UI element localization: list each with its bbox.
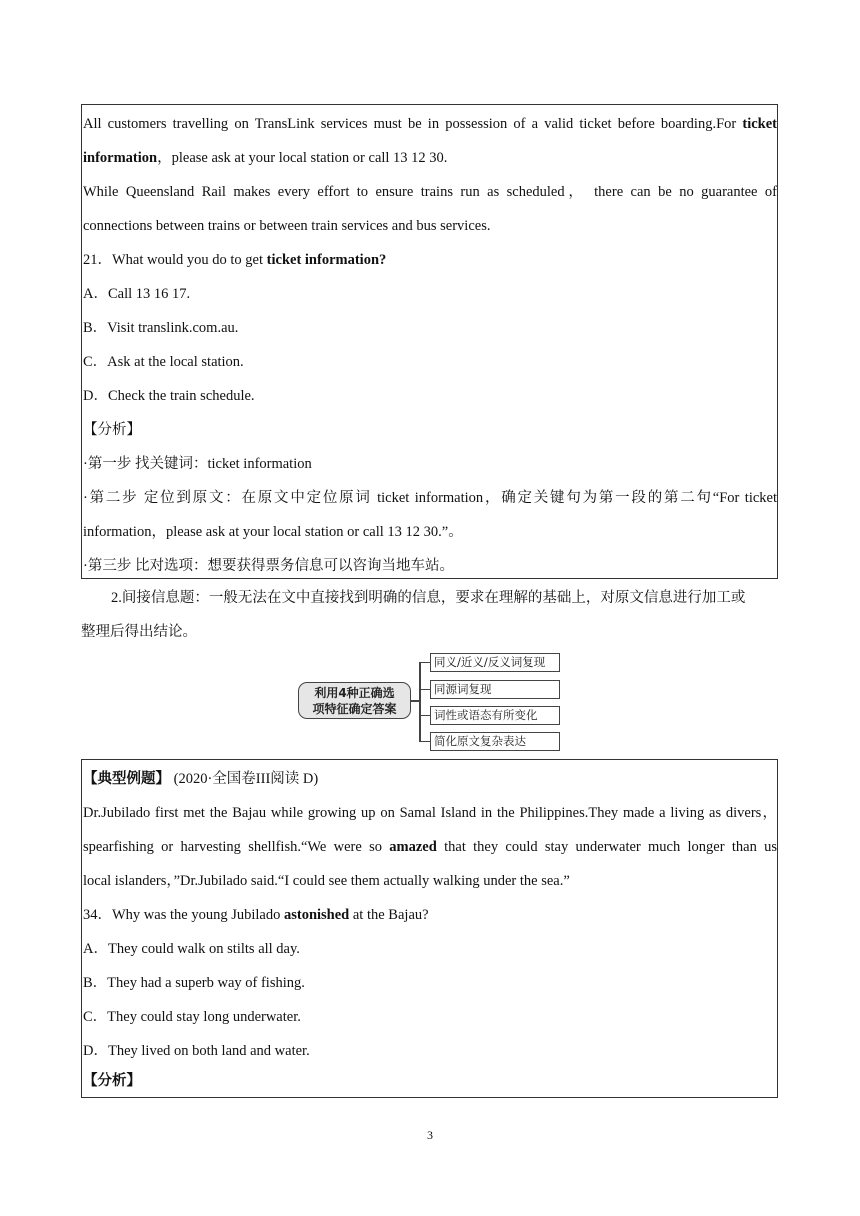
passage-line xyxy=(82,141,777,175)
analysis-label xyxy=(82,1064,777,1098)
diagram-connector xyxy=(419,741,430,742)
passage-line xyxy=(82,107,777,141)
passage-line xyxy=(82,830,777,864)
example-box-1 xyxy=(81,104,778,579)
option-b: B．Visit translink.com.au. xyxy=(83,320,239,336)
option-d: D．They lived on both land and water. xyxy=(83,1043,310,1059)
diagram-connector xyxy=(419,689,430,690)
example-header xyxy=(82,762,777,796)
analysis-step-2-cont: information，please ask at your local station or call 13 12 30.”。 xyxy=(83,524,463,540)
diagram-item: 同义/近义/反义词复现 xyxy=(430,653,560,672)
question-text xyxy=(82,243,777,277)
question-suffix: at the Bajau? xyxy=(349,907,429,923)
example-source: (2020·全国卷III阅读 D) xyxy=(170,771,319,787)
keyword-text: ticket xyxy=(742,116,777,132)
diagram-connector xyxy=(419,662,430,663)
diagram-center-line: 利用4种正确选 xyxy=(314,686,395,700)
paragraph-line: 整理后得出结论。 xyxy=(81,624,197,640)
analysis-step-2: ·第二步 定位到原文：在原文中定位原词 ticket information，确定关键句为第一段的第二句“For ticket xyxy=(83,490,777,506)
passage-text: ，please ask at your local station or call 13 12 30. xyxy=(157,150,448,166)
passage-line: connections between trains or between train services and bus services. xyxy=(83,218,491,234)
passage-text: All customers travelling on TransLink services must be in possession of a valid ticket before boarding.For xyxy=(83,116,743,132)
analysis-label: 【分析】 xyxy=(83,422,141,438)
passage-text: that they could stay underwater much longer than us xyxy=(436,839,777,855)
option-c: C．They could stay long underwater. xyxy=(83,1009,301,1025)
diagram-item: 词性或语态有所变化 xyxy=(430,706,560,725)
paragraph-line: 2.间接信息题：一般无法在文中直接找到明确的信息，要求在理解的基础上，对原文信息进行加工或 xyxy=(111,590,746,606)
passage-text: spearfishing or harvesting shellfish.“We were so xyxy=(83,839,390,855)
diagram-item: 简化原文复杂表达 xyxy=(430,732,560,751)
diagram-connector xyxy=(419,715,430,716)
option-a: A．Call 13 16 17. xyxy=(83,286,191,302)
diagram-item: 同源词复现 xyxy=(430,680,560,699)
example-header-label: 【典型例题】 xyxy=(83,771,170,787)
analysis-step-1: ·第一步 找关键词：ticket information xyxy=(83,456,312,472)
passage-line: While Queensland Rail makes every effort to ensure trains run as scheduled， there can be no guarantee of xyxy=(83,184,777,200)
example-box-2 xyxy=(81,759,778,1098)
option-b: B．They had a superb way of fishing. xyxy=(83,975,305,991)
passage-line: local islanders，”Dr.Jubilado said.“I could see them actually walking under the sea.” xyxy=(83,873,570,889)
keyword-text: information xyxy=(83,150,158,166)
question-text xyxy=(82,898,777,932)
diagram-connector xyxy=(419,662,421,742)
keyword-text: amazed xyxy=(389,839,437,855)
diagram-center-node xyxy=(298,682,411,719)
option-c: C．Ask at the local station. xyxy=(83,354,244,370)
option-d: D．Check the train schedule. xyxy=(83,388,255,404)
question-prefix: 34．Why was the young Jubilado xyxy=(83,907,284,923)
diagram-center-line: 项特征确定答案 xyxy=(312,702,397,716)
answer-features-diagram xyxy=(296,653,566,753)
passage-line: Dr.Jubilado first met the Bajau while growing up on Samal Island in the Philippines.They made a living as divers， xyxy=(83,805,777,821)
page-number: 3 xyxy=(427,1128,433,1142)
analysis-label-text: 【分析】 xyxy=(83,1073,141,1089)
keyword-text: astonished xyxy=(283,907,350,923)
question-prefix: 21．What would you do to get xyxy=(83,252,267,268)
keyword-text: ticket information? xyxy=(266,252,387,268)
option-a: A．They could walk on stilts all day. xyxy=(83,941,300,957)
analysis-step-3: ·第三步 比对选项：想要获得票务信息可以咨询当地车站。 xyxy=(83,558,454,574)
